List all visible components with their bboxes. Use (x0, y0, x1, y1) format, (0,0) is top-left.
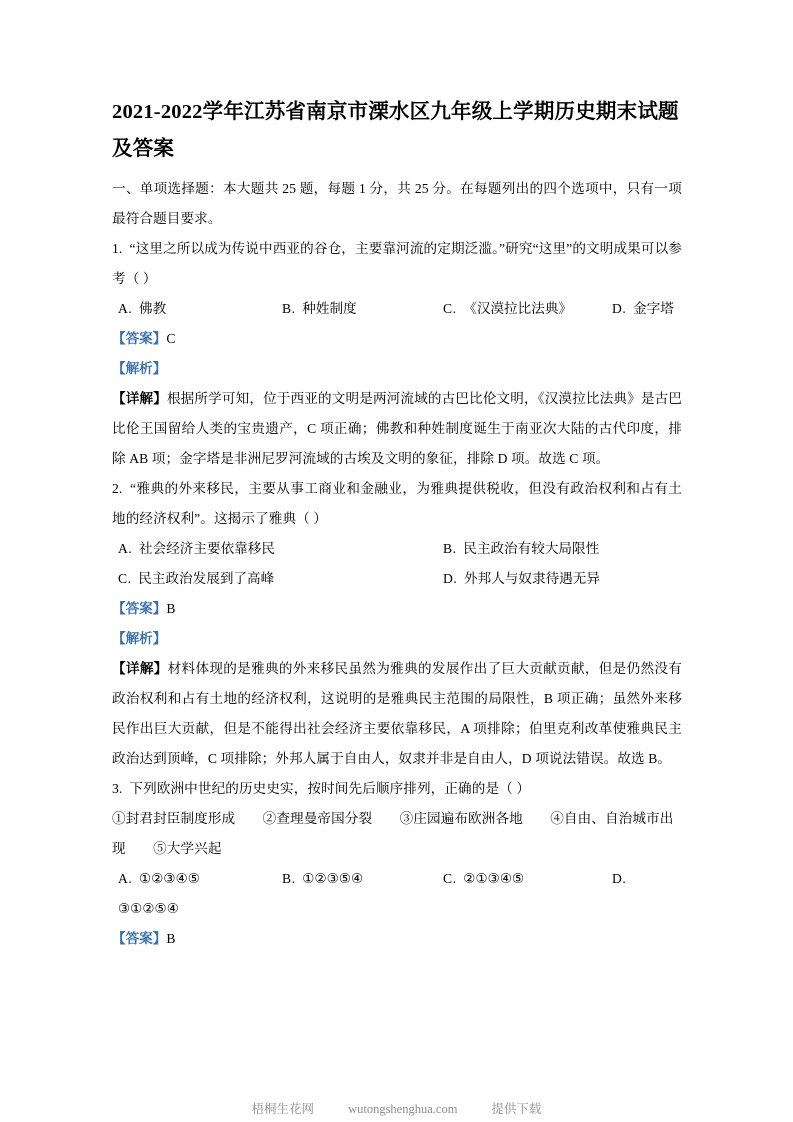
question-stem-1 (112, 234, 682, 294)
answer-label: 【答案】 (112, 601, 167, 616)
answer-line-q1 (112, 324, 682, 354)
question-text-1: “这里之所以成为传说中西亚的谷仓，主要靠河流的定期泛滥。”研究“这里”的文明成果可以参考（ ） (112, 241, 683, 286)
option-text: 外邦人与奴隶待遇无异 (464, 571, 600, 586)
question-items-line2-q3: 现 ⑤大学兴起 (112, 841, 222, 856)
option-text: 种姓制度 (302, 301, 357, 316)
question-text-3: 下列欧洲中世纪的历史史实，按时间先后顺序排列，正确的是（ ） (129, 781, 531, 796)
option-mark: A. (118, 301, 133, 316)
option-mark: A. (118, 541, 133, 556)
analysis-line-q2 (112, 624, 682, 654)
question-stem-3 (112, 774, 682, 804)
document-content (112, 94, 682, 954)
option-text: ②①③④⑤ (463, 871, 525, 886)
option-b-q3[interactable] (282, 864, 363, 894)
option-text: ①②③④⑤ (139, 871, 200, 886)
option-mark: A. (118, 871, 133, 886)
option-mark: B. (443, 541, 457, 556)
option-mark: D. (443, 571, 458, 586)
option-text: 社会经济主要依靠移民 (139, 541, 275, 556)
analysis-line-q1 (112, 354, 682, 384)
page-title: 2021-2022学年江苏省南京市溧水区九年级上学期历史期末试题及答案 (112, 101, 679, 160)
footer-action: 提供下载 (491, 1102, 542, 1116)
option-mark: C. (443, 871, 457, 886)
answer-line-q3 (112, 924, 682, 954)
option-text: ①②③⑤④ (302, 871, 364, 886)
option-d-q1[interactable] (612, 294, 674, 324)
page-footer (0, 1100, 793, 1118)
option-b-q1[interactable] (282, 294, 357, 324)
question-items-line1-q3: ①封君封臣制度形成 ②查理曼帝国分裂 ③庄园遍布欧洲各地 ④自由、自治城市出 (112, 811, 674, 826)
footer-site-url[interactable]: wutongshenghua.com (348, 1102, 458, 1116)
detail-paragraph-q1 (112, 384, 682, 474)
option-text: ③①②⑤④ (118, 901, 179, 916)
options-row-q3 (112, 864, 682, 894)
analysis-label: 【解析】 (112, 631, 167, 646)
option-mark: C. (443, 301, 457, 316)
option-mark: D. (612, 301, 627, 316)
detail-label: 【详解】 (112, 391, 167, 406)
analysis-label: 【解析】 (112, 361, 167, 376)
question-number-2: 2. (112, 481, 123, 496)
option-text: 金字塔 (633, 301, 674, 316)
option-mark: D. (612, 871, 627, 886)
question-number-3: 3. (112, 781, 123, 796)
options-row-q2-bottom (112, 564, 682, 594)
option-b-q2[interactable] (443, 534, 599, 564)
option-text: 佛教 (139, 301, 167, 316)
answer-label: 【答案】 (112, 931, 167, 946)
question-number-1: 1. (112, 241, 123, 256)
option-a-q1[interactable] (118, 294, 166, 324)
options-row-q1 (112, 294, 682, 324)
detail-text-q1: 根据所学可知，位于西亚的文明是两河流域的古巴比伦文明，《汉漠拉比法典》是古巴比伦王国留给人类的宝贵遗产，C 项正确；佛教和种姓制度诞生于南亚次大陆的古代印度，排除 AB 项；金字塔是非洲尼罗河流域的古埃及文明的象征，排除 D 项。故选 C 项。 (112, 391, 682, 466)
option-text: 民主政治发展到了高峰 (138, 571, 275, 586)
answer-value-q2: B (166, 601, 176, 616)
footer-site-name: 梧桐生花网 (251, 1102, 315, 1116)
option-d-wrapped-q3[interactable] (112, 894, 682, 924)
detail-label: 【详解】 (112, 661, 168, 676)
option-mark: C. (118, 571, 132, 586)
option-c-q3[interactable] (443, 864, 524, 894)
option-d-q2[interactable] (443, 564, 600, 594)
option-c-q1[interactable] (443, 294, 572, 324)
option-d-q3[interactable] (612, 864, 626, 894)
option-mark: B. (282, 871, 296, 886)
question-text-2: “雅典的外来移民，主要从事工商业和金融业，为雅典提供税收，但没有政治权利和占有土地的经济权利”。这揭示了雅典（ ） (112, 481, 683, 526)
detail-paragraph-q2 (112, 654, 682, 774)
option-a-q2[interactable] (118, 534, 275, 564)
answer-value-q3: B (166, 931, 176, 946)
option-c-q2[interactable] (118, 564, 274, 594)
options-row-q2-top (112, 534, 682, 564)
answer-label: 【答案】 (112, 331, 167, 346)
option-a-q3[interactable] (118, 864, 200, 894)
answer-line-q2 (112, 594, 682, 624)
section-intro: 一、单项选择题：本大题共 25 题，每题 1 分，共 25 分。在每题列出的四个选项中，只有一项最符合题目要求。 (112, 181, 682, 226)
detail-text-q2: 材料体现的是雅典的外来移民虽然为雅典的发展作出了巨大贡献贡献，但是仍然没有政治权利和占有土地的经济权利，这说明的是雅典民主范围的局限性，B 项正确；虽然外来移民作出巨大贡献，但是不能得出社会经济主要依靠移民，A 项排除；伯里克利改革使雅典民主政治达到顶峰，C 项排除；外邦人属于自由人，奴隶并非是自由人，D 项说法错误。故选 B。 (112, 661, 682, 766)
option-text: 民主政治有较大局限性 (463, 541, 600, 556)
answer-value-q1: C (166, 331, 176, 346)
question-stem-2 (112, 474, 682, 534)
option-mark: B. (282, 301, 296, 316)
option-text: 《汉漠拉比法典》 (463, 301, 573, 316)
